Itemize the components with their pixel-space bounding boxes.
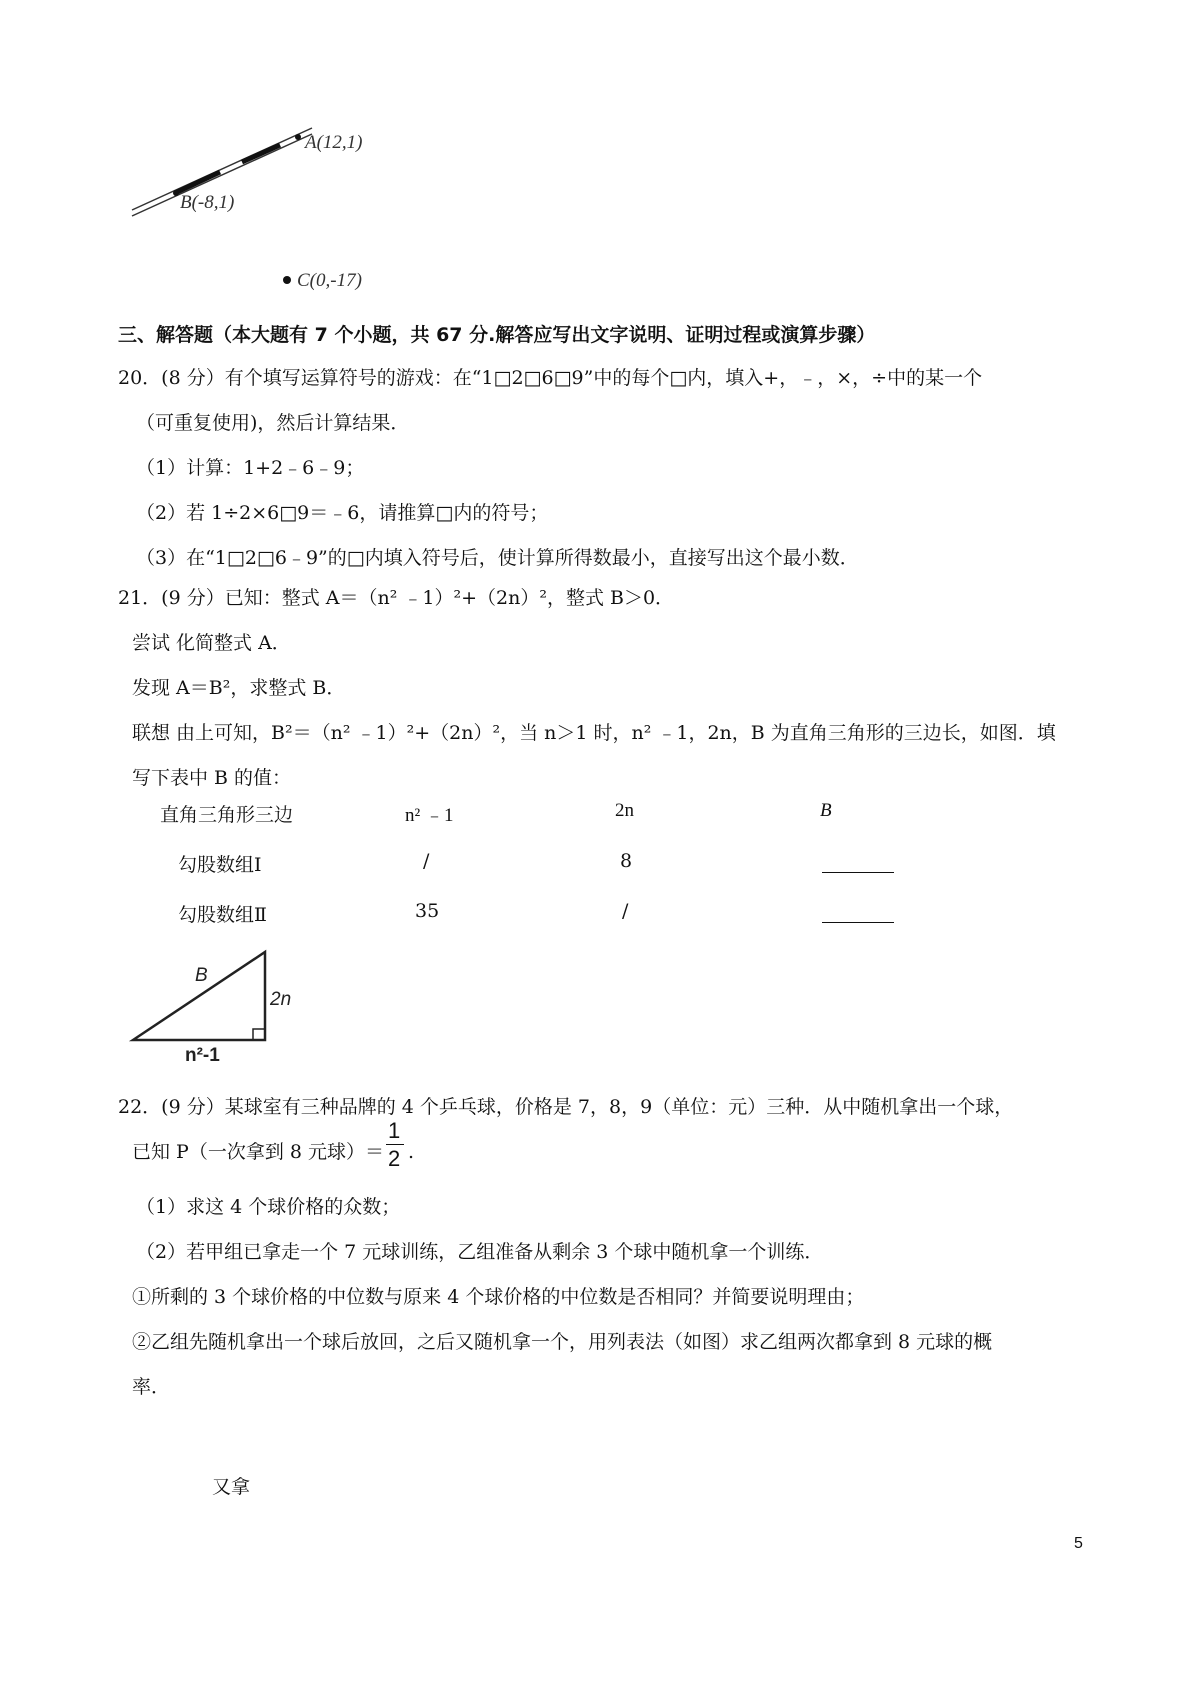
q21-assoc1: 联想 由上可知，B²＝（n² ﹣1）²+（2n）²，当 n＞1 时，n² ﹣1，2n，B 为直角三角形的三边长，如图．填: [132, 722, 1056, 744]
question-20: [118, 363, 1118, 573]
table-row1-col3: 8: [620, 850, 633, 872]
table-row2-col1: 勾股数组Ⅱ: [178, 904, 267, 926]
table-row2-col3: /: [622, 900, 629, 922]
right-triangle: [125, 945, 325, 1075]
q21-try: 尝试 化简整式 A．: [132, 632, 291, 654]
q22-part1: （1）求这 4 个球价格的众数；: [136, 1196, 401, 1218]
page-number: 5: [1074, 1535, 1083, 1552]
q22-part2: （2）若甲组已拿走一个 7 元球训练，乙组准备从剩余 3 个球中随机拿一个训练．: [136, 1241, 824, 1263]
q22-fraction: [384, 1118, 408, 1171]
q20-part3: （3）在“1□2□6﹣9”的□内填入符号后，使计算所得数最小，直接写出这个最小数．: [136, 547, 859, 569]
fraction-denominator: 2: [388, 1146, 401, 1171]
q20-part2: （2）若 1÷2×6□9＝﹣6，请推算□内的符号；: [136, 502, 549, 524]
triangle-base-label: n²-1: [185, 1045, 220, 1066]
q20-line1: 20．(8 分）有个填写运算符号的游戏：在“1□2□6□9”中的每个□内，填入+，﹣，×，÷中的某一个: [118, 367, 983, 389]
q22-line2: [132, 1118, 415, 1171]
q21-find: 发现 A＝B²，求整式 B．: [132, 677, 346, 699]
fraction-bar: [386, 1144, 404, 1145]
line-ab-graphic: [120, 110, 420, 310]
point-c-label: C(0,-17): [297, 270, 362, 291]
q20-part1: （1）计算：1+2﹣6﹣9；: [136, 457, 365, 479]
table-row1-answer-blank[interactable]: [822, 852, 894, 873]
q21-line1: 21．(9 分）已知：整式 A＝（n² ﹣1）²+（2n）²，整式 B＞0．: [118, 587, 675, 609]
q21-table: [150, 800, 950, 930]
point-b-label: B(-8,1): [180, 192, 235, 213]
triangle-vert-label: 2n: [270, 989, 292, 1010]
q22-line2-end: .: [408, 1141, 415, 1163]
table-header-col1: 直角三角形三边: [160, 804, 294, 826]
q22-sub2b: 率．: [132, 1376, 171, 1398]
fraction-numerator: 1: [388, 1118, 401, 1143]
table-header-col2: n² ﹣1: [405, 805, 454, 826]
q22-sub1: ①所剩的 3 个球价格的中位数与原来 4 个球价格的中位数是否相同？并简要说明理由；: [132, 1286, 865, 1308]
table-row2-col2: 35: [415, 900, 440, 922]
q22-table-label: 又拿: [212, 1476, 251, 1498]
table-header-col4: B: [820, 800, 832, 821]
triangle-hyp-label: B: [195, 965, 208, 986]
figure-top: [120, 110, 420, 310]
q21-assoc2: 写下表中 B 的值：: [132, 767, 292, 789]
table-header-col3: 2n: [615, 800, 634, 821]
point-a-label: A(12,1): [305, 132, 363, 153]
triangle-figure: [125, 945, 325, 1075]
table-row2-answer-blank[interactable]: [822, 902, 894, 923]
table-row1-col1: 勾股数组Ⅰ: [178, 854, 262, 876]
q22-line2-text: 已知 P（一次拿到 8 元球）＝: [132, 1141, 384, 1163]
q22-line1: 22．(9 分）某球室有三种品牌的 4 个乒乓球，价格是 7，8，9（单位：元）三种．从中随机拿出一个球，: [118, 1096, 1014, 1118]
question-22: [118, 1092, 1118, 1402]
section-header: 三、解答题（本大题有 7 个小题，共 67 分.解答应写出文字说明、证明过程或演算步骤）: [118, 324, 876, 346]
question-21: [118, 583, 1118, 789]
table-row1-col2: /: [423, 850, 430, 872]
q22-sub2a: ②乙组先随机拿出一个球后放回，之后又随机拿一个，用列表法（如图）求乙组两次都拿到 8 元球的概: [132, 1331, 993, 1353]
q20-line2: （可重复使用)，然后计算结果．: [136, 412, 410, 434]
